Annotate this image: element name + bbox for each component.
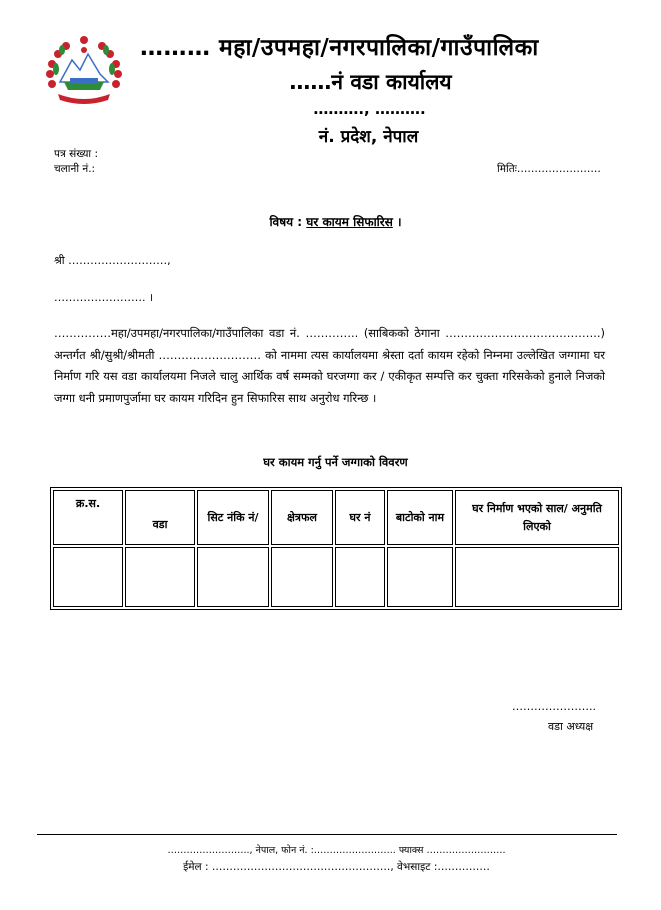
table-header-row xyxy=(53,490,619,545)
subject-label: विषय : xyxy=(269,215,303,229)
col-header-sheet-no: सिट नंकि नं/ xyxy=(197,490,269,545)
col-header-house-no: घर नं xyxy=(335,490,385,545)
table-title: घर कायम गर्नु पर्ने जग्गाको विवरण xyxy=(263,455,408,469)
table-row xyxy=(53,547,619,607)
dispatch-number-label: चलानी नं.: xyxy=(54,163,96,175)
body-paragraph: ……………महा/उपमहा/नगरपालिका/गाउँपालिका वडा नं. ………….. (साबिकको ठेगाना …………………………………..) अन्तर्गत श्री/सुश्री/श्रीमती ……………………… को नाममा त्यस कार्यालयमा श्रेस्ता दर्ता कायम रहेको निम्नमा उल्लेखित जग्गामा घर निर्माण गरि यस वडा कार्यालयमा निजले चालु आर्थिक वर्ष सम्मको घरजग्गा कर / एकीकृत सम्पत्ति कर चुक्ता गरिसकेको हुनाले निजको जग्गा धनी प्रमाणपुर्जामा घर कायम गरिदिन हुन सिफारिस साथ अनुरोध गरिन्छ । xyxy=(54,326,605,405)
letter-number-label: पत्र संख्या : xyxy=(54,148,99,160)
table-cell[interactable] xyxy=(125,547,195,607)
table-cell[interactable] xyxy=(53,547,123,607)
table-cell[interactable] xyxy=(197,547,269,607)
ward-office-title: ……नं वडा कार्यालय xyxy=(289,70,452,94)
table-cell[interactable] xyxy=(387,547,453,607)
footer-contact: …………………….., नेपाल, फोन नं. :…………………….. फ्याक्स ……………………. xyxy=(167,845,506,856)
addressee-location: ……………………. । xyxy=(54,291,154,304)
signature-line: ………………….. xyxy=(512,700,596,713)
col-header-road-name: बाटोको नाम xyxy=(387,490,453,545)
subject-line xyxy=(0,213,661,230)
office-address: ………., ………. xyxy=(313,100,426,118)
col-header-ward: वडा xyxy=(125,490,195,545)
col-header-construction-year: घर निर्माण भएको साल/ अनुमति लिएको xyxy=(455,490,619,545)
col-header-area: क्षेत्रफल xyxy=(271,490,333,545)
municipality-title: ……… महा/उपमहा/नगरपालिका/गाउँपालिका xyxy=(140,35,539,61)
footer-email-website: ईमेल : ……………………………………………, वेभसाइट :…………… xyxy=(183,861,490,873)
addressee-line: श्री ………………………, xyxy=(54,254,171,267)
table-cell[interactable] xyxy=(335,547,385,607)
table-cell[interactable] xyxy=(455,547,619,607)
subject-end: । xyxy=(397,215,402,229)
signature-title: वडा अध्यक्ष xyxy=(548,720,594,733)
table-cell[interactable] xyxy=(271,547,333,607)
date-label: मितिः…………………… xyxy=(497,163,601,175)
col-header-serial: क्र.स. xyxy=(53,490,123,545)
subject-text: घर कायम सिफारिस xyxy=(306,215,393,229)
province-country: नं. प्रदेश, नेपाल xyxy=(318,127,419,147)
land-details-table xyxy=(50,487,622,610)
footer-divider xyxy=(37,834,617,835)
